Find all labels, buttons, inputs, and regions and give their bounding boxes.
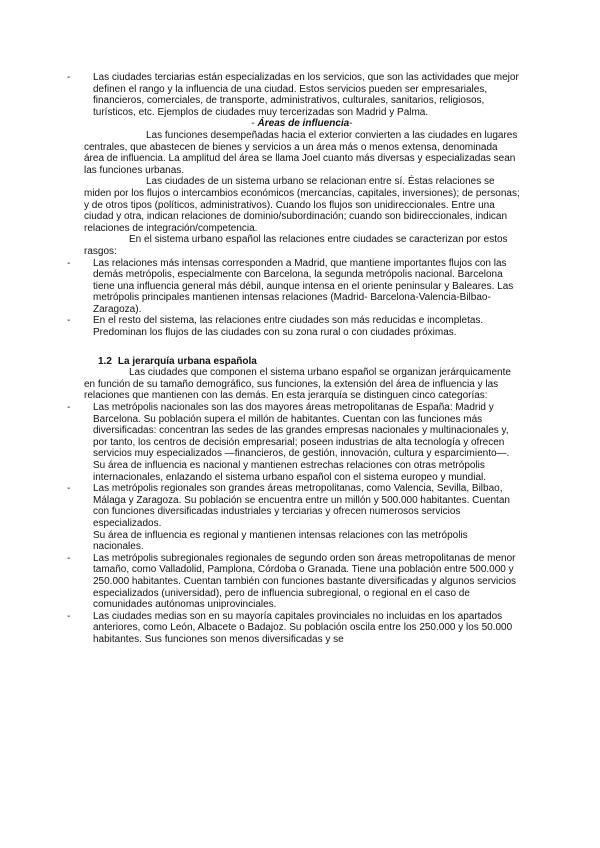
list-item: - En el resto del sistema, las relaciones entre ciudades son más reducidas e incompletas. Predominan los flujos de las ciudades con su zona rural o con ciudades próximas. [67, 315, 484, 339]
list-item: - Las ciudades medias son en su mayoría capitales provinciales no incluidas en los apartados anteriores, como León, Albacete o Badajoz. Su población oscila entre los 250.000 y los 50.000 habitantes. Sus funciones son menos diversificadas y se [67, 610, 513, 645]
bullet-dash: - [67, 552, 71, 564]
bullet-dash: - [67, 483, 71, 495]
subsection-number: 1.2 [98, 355, 112, 367]
list-item: - Las metrópolis nacionales son las dos mayores áreas metropolitanas de España: Madrid y Barcelona. Su población supera el millón de habitantes. Cuentan con las funciones más diversificadas: concentran las sedes de las grandes empresas nacionales y multinacionales y, por tanto, los centros de decisión empresarial; poseen industrias de alta tecnología y ofrecen servicios muy especializados —financieros, de gestión, innovación, cultura y esparcimiento—. Su área de influencia es nacional y mantienen estrechas relaciones con otras metrópolis internacionales, enlazando el sistema urbano español con el sistema europeo y mundial. [67, 402, 510, 483]
section-title: Áreas de influencia [257, 118, 350, 130]
list-item-extra: Su área de influencia es regional y mantienen intensas relaciones con las metrópolis nacionales. [93, 529, 468, 553]
paragraph: Las funciones desempeñadas hacia el exterior convierten a las ciudades en lugares centrales, que abastecen de bienes y servicios a un área más o menos extensa, denominada área de influencia. La amplitud del área se llama Joel cuanto más diversas y especializadas sean las funciones urbanas. [84, 129, 518, 176]
document-body [67, 72, 520, 646]
list-item: - Las metrópolis subregionales regionales de segundo orden son áreas metropolitanas de menor tamaño, como Valladolid, Pamplona, Córdoba o Granada. Tiene una población entre 500.000 y 250.000 habitantes. Cuentan también con funciones bastante diversificadas y algunos servicios especializados (universidad), pero de influencia subregional, o regional en el caso de comunidades autónomas uniprovinciales. [67, 552, 517, 611]
subsection-title: La jerarquía urbana española [117, 355, 257, 367]
bullet-dash: - [67, 72, 71, 83]
paragraph: Las ciudades de un sistema urbano se relacionan entre sí. Éstas relaciones se miden por los flujos o intercambios económicos (mercancías, capitales, inversiones); de personas; y de otros tipos (políticos, administrativos). Cuando los flujos son unidireccionales. Entre una ciudad y otra, indican relaciones de dominio/subordinación; cuando son bidireccionales, indican relaciones de integración/competencia. [84, 176, 520, 234]
bullet-dash: - [67, 610, 71, 622]
bullet-dash: - [67, 315, 71, 327]
list-item: - Las metrópolis regionales son grandes áreas metropolitanas, como Valencia, Sevilla, Bilbao, Málaga y Zaragoza. Su población se encuentra entre un millón y 500.000 habitantes. Cuentan con funciones diversificadas industriales y terciarias y ofrecen numerosos servicios especializados. Su área de influencia es regional y mantienen intensas relaciones con las metrópolis nacionales. [67, 483, 510, 553]
bullet-dash: - [67, 257, 71, 269]
list-item: - Las ciudades terciarias están especializadas en los servicios, que son las actividades que mejor definen el rango y la influencia de una ciudad. Estos servicios pueden ser empresariales, financieros, comerciales, de transporte, administrativos, culturales, sanitarios, religiosos, turísticos, etc. Ejemplos de ciudades muy tercerizadas son Madrid y Palma. [67, 72, 519, 118]
paragraph: Las ciudades que componen el sistema urbano español se organizan jerárquicamente en función de su tamaño demográfico, sus funciones, la extensión del área de influencia y las relaciones que mantienen con las demás. En esta jerarquía se distinguen cinco categorías: [84, 367, 511, 402]
list-item: - Las relaciones más intensas corresponden a Madrid, que mantiene importantes flujos con las demás metrópolis, especialmente con Barcelona, la segunda metrópolis nacional. Barcelona tiene una influencia general más débil, aunque intensa en el oriente peninsular y Baleares. Las metrópolis principales mantienen intensas relaciones (Madrid- Barcelona-Valencia-Bilbao-Zaragoza). [67, 257, 514, 315]
bullet-dash: - [67, 402, 71, 414]
subsection-heading [98, 356, 520, 368]
paragraph: En el sistema urbano español las relaciones entre ciudades se caracterizan por estos rasgos: [84, 234, 508, 257]
section-heading: - Áreas de influencia- [251, 118, 353, 130]
